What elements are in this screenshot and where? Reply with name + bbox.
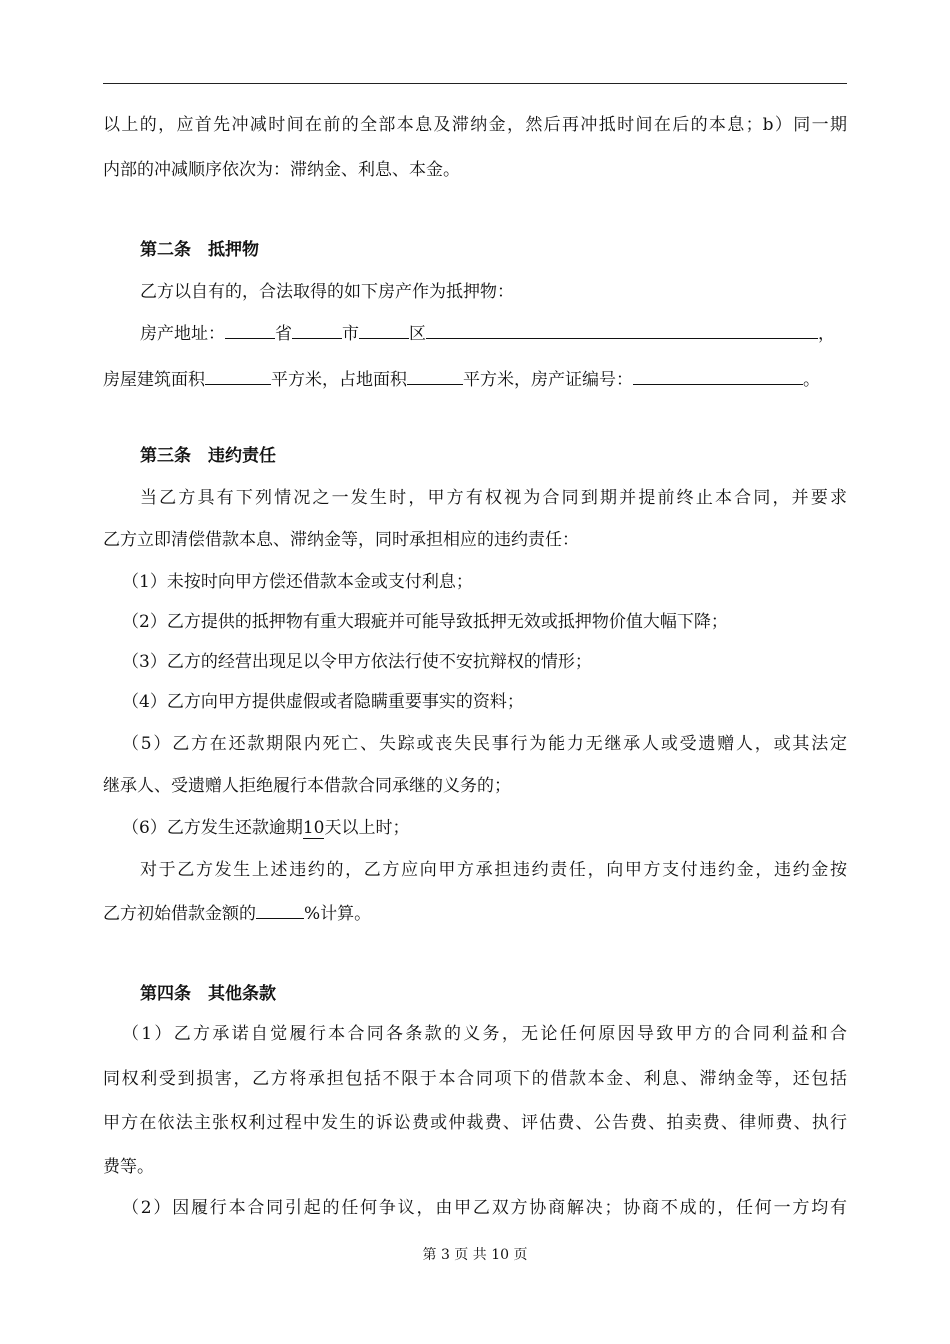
- area-end: 。: [803, 370, 820, 390]
- paragraph-line: 甲方在依法主张权利过程中发生的诉讼费或仲裁费、评估费、公告费、拍卖费、律师费、执行: [103, 1113, 847, 1133]
- list-item: [122, 816, 866, 840]
- section-heading-2: 第二条 抵押物: [140, 240, 259, 260]
- province-blank[interactable]: [225, 320, 275, 339]
- header-rule: [103, 83, 847, 84]
- area-unit2: 平方米，房产证编号：: [463, 370, 633, 390]
- list-item: （5）乙方在还款期限内死亡、失踪或丧失民事行为能力无继承人或受遗赠人，或其法定: [122, 734, 847, 754]
- paragraph-line: 对于乙方发生上述违约的，乙方应向甲方承担违约责任，向甲方支付违约金，违约金按: [140, 860, 847, 880]
- city-blank[interactable]: [292, 320, 342, 339]
- list-item: （1）未按时向甲方偿还借款本金或支付利息；: [122, 572, 473, 592]
- certificate-number-blank[interactable]: [633, 366, 803, 385]
- overdue-suffix: 天以上时；: [324, 818, 410, 838]
- area-line: [103, 366, 847, 392]
- paragraph-line: 内部的冲减顺序依次为：滞纳金、利息、本金。: [103, 160, 460, 180]
- overdue-days-value[interactable]: 10: [302, 818, 325, 838]
- area-label: 房屋建筑面积: [103, 370, 205, 390]
- province-label: 省: [275, 324, 292, 344]
- section-heading-4: 第四条 其他条款: [140, 984, 276, 1004]
- paragraph-line: 乙方以自有的，合法取得的如下房产作为抵押物：: [140, 282, 514, 302]
- paragraph-line: 以上的，应首先冲减时间在前的全部本息及滞纳金，然后再冲抵时间在后的本息；b）同一期: [103, 115, 847, 135]
- penalty-prefix: 乙方初始借款金额的: [103, 904, 256, 924]
- district-blank[interactable]: [359, 320, 409, 339]
- address-line: [140, 320, 884, 346]
- paragraph-line: （2）因履行本合同引起的任何争议，由甲乙双方协商解决；协商不成的，任何一方均有: [122, 1198, 847, 1218]
- list-item: （3）乙方的经营出现足以令甲方依法行使不安抗辩权的情形；: [122, 652, 592, 672]
- paragraph-line: 费等。: [103, 1157, 154, 1177]
- paragraph-line: 当乙方具有下列情况之一发生时，甲方有权视为合同到期并提前终止本合同，并要求: [140, 488, 847, 508]
- penalty-rate-line: [103, 900, 847, 926]
- list-item-cont: 继承人、受遗赠人拒绝履行本借款合同承继的义务的；: [103, 776, 511, 796]
- address-detail-blank[interactable]: [426, 320, 818, 339]
- city-label: 市: [342, 324, 359, 344]
- section-heading-3: 第三条 违约责任: [140, 446, 276, 466]
- overdue-prefix: （6）乙方发生还款逾期: [122, 818, 303, 838]
- list-item: （2）乙方提供的抵押物有重大瑕疵并可能导致抵押无效或抵押物价值大幅下降；: [122, 612, 728, 632]
- area-unit1: 平方米，占地面积: [271, 370, 407, 390]
- land-area-blank[interactable]: [407, 366, 463, 385]
- penalty-suffix: %计算。: [304, 904, 372, 924]
- building-area-blank[interactable]: [205, 366, 271, 385]
- paragraph-line: （1）乙方承诺自觉履行本合同各条款的义务，无论任何原因导致甲方的合同利益和合: [122, 1024, 847, 1044]
- paragraph-line: 乙方立即清偿借款本息、滞纳金等，同时承担相应的违约责任：: [103, 530, 579, 550]
- penalty-rate-blank[interactable]: [256, 900, 304, 919]
- list-item: （4）乙方向甲方提供虚假或者隐瞒重要事实的资料；: [122, 692, 524, 712]
- paragraph-line: 同权利受到损害，乙方将承担包括不限于本合同项下的借款本金、利息、滞纳金等，还包括: [103, 1069, 847, 1089]
- district-label: 区: [409, 324, 426, 344]
- page-footer: 第 3 页 共 10 页: [422, 1247, 528, 1263]
- address-label: 房产地址：: [140, 324, 225, 344]
- address-end: ，: [818, 324, 835, 344]
